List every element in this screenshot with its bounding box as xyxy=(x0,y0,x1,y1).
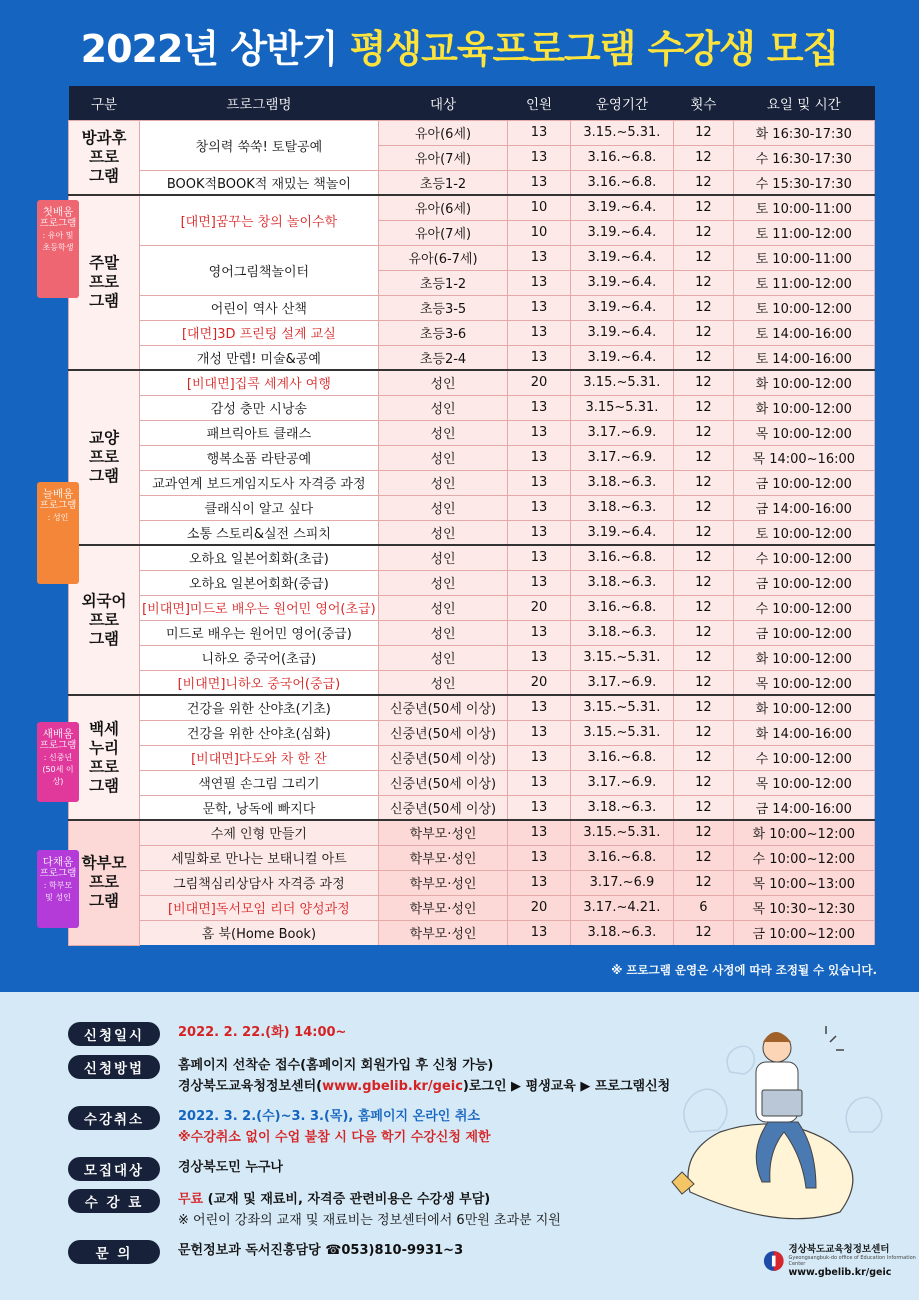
program-name-cell: 교과연계 보드게임지도사 자격증 과정 xyxy=(140,470,379,495)
count-cell: 13 xyxy=(508,845,570,870)
title-highlight: 평생교육프로그램 수강생 모집 xyxy=(349,27,839,71)
side-tab-title: 늘배움 xyxy=(42,488,74,500)
side-tab-l3: : 성인 xyxy=(47,513,69,522)
table-row xyxy=(69,570,875,595)
program-name-cell: BOOK적BOOK적 재밌는 책놀이 xyxy=(140,170,379,195)
count-cell: 13 xyxy=(508,695,570,720)
target-cell: 유아(6세) xyxy=(378,195,508,220)
schedule-cell: 목 10:00-12:00 xyxy=(733,420,874,445)
times-cell: 12 xyxy=(674,545,733,570)
count-cell: 13 xyxy=(508,495,570,520)
count-cell: 13 xyxy=(508,570,570,595)
logo-name: 경상북도교육청정보센터 xyxy=(788,1244,890,1255)
period-cell: 3.19.~6.4. xyxy=(570,195,674,220)
target-cell: 성인 xyxy=(378,370,508,395)
times-cell: 12 xyxy=(674,595,733,620)
count-cell: 13 xyxy=(508,170,570,195)
program-name-cell: 창의력 쑥쑥! 토탈공예 xyxy=(140,120,379,170)
target-cell: 신중년(50세 이상) xyxy=(378,720,508,745)
schedule-cell: 토 11:00-12:00 xyxy=(733,270,874,295)
table-row xyxy=(69,170,875,195)
table-row xyxy=(69,545,875,570)
target-cell: 성인 xyxy=(378,645,508,670)
period-cell: 3.18.~6.3. xyxy=(570,620,674,645)
side-tab-l4: 초등학생 xyxy=(42,243,74,252)
times-cell: 12 xyxy=(674,295,733,320)
program-name-cell: 영어그림책놀이터 xyxy=(140,245,379,295)
schedule-cell: 화 10:00~12:00 xyxy=(733,820,874,845)
program-name-cell: [비대면]미드로 배우는 원어민 영어(초급) xyxy=(140,595,379,620)
category-cell: 학부모 프로 그램 xyxy=(69,820,140,945)
count-cell: 13 xyxy=(508,145,570,170)
program-name-cell: 어린이 역사 산책 xyxy=(140,295,379,320)
target-cell: 학부모·성인 xyxy=(378,870,508,895)
schedule-cell: 화 10:00-12:00 xyxy=(733,370,874,395)
program-name-cell: [대면]꿈꾸는 창의 놀이수학 xyxy=(140,195,379,245)
times-cell: 12 xyxy=(674,520,733,545)
period-cell: 3.15.~5.31. xyxy=(570,820,674,845)
count-cell: 20 xyxy=(508,370,570,395)
target-cell: 성인 xyxy=(378,395,508,420)
period-cell: 3.17.~6.9. xyxy=(570,770,674,795)
fee-line2: ※ 어린이 강좌의 교재 및 재료비는 정보센터에서 6만원 초과분 지원 xyxy=(178,1213,561,1228)
schedule-cell: 수 15:30-17:30 xyxy=(733,170,874,195)
count-cell: 20 xyxy=(508,595,570,620)
side-tab xyxy=(37,200,79,298)
side-tab-l4: (50세 이상) xyxy=(42,765,74,786)
schedule-cell: 토 10:00-11:00 xyxy=(733,245,874,270)
schedule-cell: 목 10:00~13:00 xyxy=(733,870,874,895)
count-cell: 13 xyxy=(508,320,570,345)
times-cell: 12 xyxy=(674,495,733,520)
count-cell: 13 xyxy=(508,920,570,945)
target-cell: 성인 xyxy=(378,495,508,520)
program-name-cell: 문학, 낭독에 빠지다 xyxy=(140,795,379,820)
program-name-cell: 오하요 일본어회화(초급) xyxy=(140,545,379,570)
period-cell: 3.15~5.31. xyxy=(570,395,674,420)
period-cell: 3.15.~5.31. xyxy=(570,645,674,670)
period-cell: 3.16.~6.8. xyxy=(570,845,674,870)
target-cell: 초등1-2 xyxy=(378,170,508,195)
period-cell: 3.18.~6.3. xyxy=(570,495,674,520)
schedule-cell: 금 14:00-16:00 xyxy=(733,795,874,820)
period-cell: 3.19.~6.4. xyxy=(570,520,674,545)
side-tab-l3: : 유아 및 xyxy=(42,231,74,240)
target-label: 모집대상 xyxy=(68,1157,160,1181)
count-cell: 13 xyxy=(508,620,570,645)
period-cell: 3.17.~6.9. xyxy=(570,420,674,445)
table-row xyxy=(69,720,875,745)
table-row xyxy=(69,420,875,445)
category-cell: 교양 프로 그램 xyxy=(69,370,140,545)
count-cell: 13 xyxy=(508,745,570,770)
times-cell: 12 xyxy=(674,395,733,420)
period-cell: 3.19.~6.4. xyxy=(570,320,674,345)
schedule-cell: 화 16:30-17:30 xyxy=(733,120,874,145)
apply-method-line1: 홈페이지 선착순 접수(홈페이지 회원가입 후 신청 가능) xyxy=(178,1058,494,1073)
table-row xyxy=(69,870,875,895)
table-row xyxy=(69,345,875,370)
schedule-cell: 수 10:00-12:00 xyxy=(733,595,874,620)
program-name-cell: 감성 충만 시낭송 xyxy=(140,395,379,420)
target-cell: 성인 xyxy=(378,445,508,470)
period-cell: 3.15.~5.31. xyxy=(570,370,674,395)
times-cell: 12 xyxy=(674,220,733,245)
header-cell: 구분 xyxy=(69,86,140,120)
count-cell: 13 xyxy=(508,295,570,320)
program-name-cell: 수제 인형 만들기 xyxy=(140,820,379,845)
cancel-label: 수강취소 xyxy=(68,1106,160,1130)
program-name-cell: 소통 스토리&실전 스피치 xyxy=(140,520,379,545)
schedule-cell: 토 14:00-16:00 xyxy=(733,320,874,345)
times-cell: 12 xyxy=(674,620,733,645)
table-row xyxy=(69,595,875,620)
target-cell: 유아(6-7세) xyxy=(378,245,508,270)
times-cell: 12 xyxy=(674,245,733,270)
side-tab xyxy=(37,722,79,802)
program-name-cell: 세밀화로 만나는 보태니컬 아트 xyxy=(140,845,379,870)
table-row xyxy=(69,920,875,945)
table-row xyxy=(69,845,875,870)
schedule-cell: 수 10:00~12:00 xyxy=(733,845,874,870)
period-cell: 3.16.~6.8. xyxy=(570,595,674,620)
target-cell: 성인 xyxy=(378,670,508,695)
times-cell: 12 xyxy=(674,845,733,870)
apply-method-label: 신청방법 xyxy=(68,1055,160,1079)
apply-date-text: 2022. 2. 22.(화) 14:00~ xyxy=(178,1025,347,1040)
schedule-cell: 목 10:00-12:00 xyxy=(733,770,874,795)
schedule-cell: 금 14:00-16:00 xyxy=(733,495,874,520)
table-row xyxy=(69,320,875,345)
target-cell: 성인 xyxy=(378,545,508,570)
times-cell: 12 xyxy=(674,695,733,720)
times-cell: 12 xyxy=(674,195,733,220)
table-row xyxy=(69,770,875,795)
target-cell: 유아(6세) xyxy=(378,120,508,145)
count-cell: 13 xyxy=(508,445,570,470)
schedule-cell: 화 10:00-12:00 xyxy=(733,695,874,720)
table-row xyxy=(69,395,875,420)
count-cell: 13 xyxy=(508,270,570,295)
schedule-cell: 목 10:00-12:00 xyxy=(733,670,874,695)
apply-method-line2b: )로그인 ▶ 평생교육 ▶ 프로그램신청 xyxy=(462,1079,671,1094)
schedule-cell: 토 14:00-16:00 xyxy=(733,345,874,370)
target-text: 경상북도민 누구나 xyxy=(178,1160,283,1175)
program-name-cell: [비대면]집콕 세계사 여행 xyxy=(140,370,379,395)
schedule-cell: 수 10:00-12:00 xyxy=(733,545,874,570)
side-tab-l2: 프로그램 xyxy=(39,740,77,751)
table-row xyxy=(69,295,875,320)
program-name-cell: 미드로 배우는 원어민 영어(중급) xyxy=(140,620,379,645)
times-cell: 12 xyxy=(674,670,733,695)
person-on-lightbulb-illustration xyxy=(660,1012,900,1222)
target-cell: 신중년(50세 이상) xyxy=(378,795,508,820)
program-name-cell: 오하요 일본어회화(중급) xyxy=(140,570,379,595)
logo-url: www.gbelib.kr/geic xyxy=(788,1267,892,1278)
count-cell: 13 xyxy=(508,470,570,495)
program-name-cell: 건강을 위한 산야초(기초) xyxy=(140,695,379,720)
target-cell: 학부모·성인 xyxy=(378,845,508,870)
schedule-cell: 토 11:00-12:00 xyxy=(733,220,874,245)
period-cell: 3.19.~6.4. xyxy=(570,345,674,370)
target-cell: 성인 xyxy=(378,470,508,495)
schedule-cell: 금 10:00~12:00 xyxy=(733,920,874,945)
count-cell: 13 xyxy=(508,395,570,420)
cancel-line1: 2022. 3. 2.(수)~3. 3.(목), 홈페이지 온라인 취소 xyxy=(178,1109,480,1124)
program-name-cell: [비대면]다도와 차 한 잔 xyxy=(140,745,379,770)
count-cell: 13 xyxy=(508,770,570,795)
program-name-cell: 패브릭아트 클래스 xyxy=(140,420,379,445)
count-cell: 13 xyxy=(508,345,570,370)
category-cell: 주말 프로 그램 xyxy=(69,195,140,370)
logo-eng: Gyeongsangbuk-do office of Education Information Center xyxy=(788,1255,916,1267)
count-cell: 10 xyxy=(508,220,570,245)
fee-free: 무료 xyxy=(178,1192,204,1207)
count-cell: 13 xyxy=(508,420,570,445)
schedule-cell: 수 16:30-17:30 xyxy=(733,145,874,170)
target-cell: 신중년(50세 이상) xyxy=(378,695,508,720)
period-cell: 3.19.~6.4. xyxy=(570,220,674,245)
period-cell: 3.15.~5.31. xyxy=(570,695,674,720)
count-cell: 13 xyxy=(508,870,570,895)
table-row xyxy=(69,370,875,395)
target-cell: 성인 xyxy=(378,520,508,545)
times-cell: 12 xyxy=(674,270,733,295)
program-name-cell: 건강을 위한 산야초(심화) xyxy=(140,720,379,745)
target-cell: 신중년(50세 이상) xyxy=(378,745,508,770)
target-cell: 초등3-5 xyxy=(378,295,508,320)
apply-date-row xyxy=(68,1022,346,1046)
target-row xyxy=(68,1157,283,1181)
program-name-cell: 그림책심리상담사 자격증 과정 xyxy=(140,870,379,895)
table-row xyxy=(69,670,875,695)
count-cell: 13 xyxy=(508,645,570,670)
times-cell: 12 xyxy=(674,345,733,370)
logo-icon xyxy=(763,1249,784,1273)
schedule-cell: 토 10:00-12:00 xyxy=(733,295,874,320)
table-header xyxy=(69,86,875,120)
header-cell: 요일 및 시간 xyxy=(733,86,874,120)
target-cell: 유아(7세) xyxy=(378,220,508,245)
period-cell: 3.19.~6.4. xyxy=(570,245,674,270)
table-row xyxy=(69,620,875,645)
count-cell: 13 xyxy=(508,545,570,570)
count-cell: 20 xyxy=(508,895,570,920)
period-cell: 3.17.~6.9. xyxy=(570,670,674,695)
period-cell: 3.18.~6.3. xyxy=(570,570,674,595)
target-cell: 학부모·성인 xyxy=(378,920,508,945)
target-cell: 신중년(50세 이상) xyxy=(378,770,508,795)
count-cell: 13 xyxy=(508,795,570,820)
period-cell: 3.16.~6.8. xyxy=(570,545,674,570)
table-row xyxy=(69,445,875,470)
table-row xyxy=(69,795,875,820)
count-cell: 20 xyxy=(508,670,570,695)
times-cell: 12 xyxy=(674,470,733,495)
schedule-cell: 목 14:00~16:00 xyxy=(733,445,874,470)
category-cell: 방과후 프로 그램 xyxy=(69,120,140,195)
period-cell: 3.15.~5.31. xyxy=(570,720,674,745)
target-cell: 성인 xyxy=(378,570,508,595)
contact-text: 문헌정보과 독서진흥담당 ☎053)810-9931~3 xyxy=(178,1243,464,1258)
times-cell: 12 xyxy=(674,720,733,745)
table-row xyxy=(69,195,875,220)
header-cell: 횟수 xyxy=(674,86,733,120)
table-row xyxy=(69,520,875,545)
schedule-cell: 목 10:30~12:30 xyxy=(733,895,874,920)
period-cell: 3.19.~6.4. xyxy=(570,270,674,295)
count-cell: 13 xyxy=(508,820,570,845)
table-row xyxy=(69,745,875,770)
program-name-cell: [대면]3D 프린팅 설계 교실 xyxy=(140,320,379,345)
header-cell: 운영기간 xyxy=(570,86,674,120)
table-row xyxy=(69,495,875,520)
fee-line1: (교재 및 재료비, 자격증 관련비용은 수강생 부담) xyxy=(203,1192,491,1207)
website-link[interactable]: www.gbelib.kr/geic xyxy=(322,1079,463,1094)
times-cell: 6 xyxy=(674,895,733,920)
times-cell: 12 xyxy=(674,870,733,895)
target-cell: 학부모·성인 xyxy=(378,895,508,920)
times-cell: 12 xyxy=(674,745,733,770)
table-row xyxy=(69,245,875,270)
side-tab xyxy=(37,850,79,928)
schedule-cell: 토 10:00-12:00 xyxy=(733,520,874,545)
period-cell: 3.19.~6.4. xyxy=(570,295,674,320)
times-cell: 12 xyxy=(674,120,733,145)
period-cell: 3.16.~6.8. xyxy=(570,170,674,195)
page-title xyxy=(0,18,919,73)
program-name-cell: 개성 만렙! 미술&공예 xyxy=(140,345,379,370)
schedule-cell: 금 10:00-12:00 xyxy=(733,470,874,495)
table-row xyxy=(69,695,875,720)
category-cell: 백세 누리 프로 그램 xyxy=(69,695,140,820)
side-tab-l2: 프로그램 xyxy=(39,500,77,511)
header-cell: 프로그램명 xyxy=(140,86,379,120)
side-tab-title: 새배움 xyxy=(42,728,74,740)
category-cell: 외국어 프로 그램 xyxy=(69,545,140,695)
side-tab-title: 첫배움 xyxy=(42,206,74,218)
side-tab-l2: 프로그램 xyxy=(39,218,77,229)
schedule-cell: 수 10:00-12:00 xyxy=(733,745,874,770)
program-name-cell: [비대면]니하오 중국어(중급) xyxy=(140,670,379,695)
times-cell: 12 xyxy=(674,920,733,945)
period-cell: 3.17.~6.9. xyxy=(570,445,674,470)
header-cell: 인원 xyxy=(508,86,570,120)
side-tab-l3: : 학부모 xyxy=(43,881,73,890)
apply-method-line2a: 경상북도교육청정보센터( xyxy=(178,1079,323,1094)
times-cell: 12 xyxy=(674,820,733,845)
table-row xyxy=(69,470,875,495)
program-name-cell: 홈 북(Home Book) xyxy=(140,920,379,945)
fee-label: 수 강 료 xyxy=(68,1189,160,1213)
table-row xyxy=(69,820,875,845)
count-cell: 13 xyxy=(508,520,570,545)
fee-row xyxy=(68,1189,561,1231)
period-cell: 3.15.~5.31. xyxy=(570,120,674,145)
side-tab-l3: : 신중년 xyxy=(43,753,73,762)
period-cell: 3.17.~6.9 xyxy=(570,870,674,895)
logo xyxy=(763,1244,919,1278)
times-cell: 12 xyxy=(674,370,733,395)
schedule-table xyxy=(68,86,875,946)
times-cell: 12 xyxy=(674,420,733,445)
period-cell: 3.18.~6.3. xyxy=(570,920,674,945)
cancel-line2: ※수강취소 없이 수업 불참 시 다음 학기 수강신청 제한 xyxy=(178,1130,491,1145)
schedule-cell: 화 10:00-12:00 xyxy=(733,395,874,420)
times-cell: 12 xyxy=(674,570,733,595)
period-cell: 3.18.~6.3. xyxy=(570,795,674,820)
cancel-row xyxy=(68,1106,491,1148)
title-prefix: 2022년 상반기 xyxy=(80,27,338,71)
times-cell: 12 xyxy=(674,645,733,670)
table-row xyxy=(69,645,875,670)
contact-label: 문 의 xyxy=(68,1240,160,1264)
apply-date-label: 신청일시 xyxy=(68,1022,160,1046)
side-tab-l4: 및 성인 xyxy=(45,893,71,902)
table-row xyxy=(69,120,875,145)
header-cell: 대상 xyxy=(378,86,508,120)
times-cell: 12 xyxy=(674,320,733,345)
table-row xyxy=(69,895,875,920)
times-cell: 12 xyxy=(674,445,733,470)
program-name-cell: 클래식이 알고 싶다 xyxy=(140,495,379,520)
times-cell: 12 xyxy=(674,145,733,170)
target-cell: 초등1-2 xyxy=(378,270,508,295)
target-cell: 초등3-6 xyxy=(378,320,508,345)
times-cell: 12 xyxy=(674,170,733,195)
notice-text: ※ 프로그램 운영은 사정에 따라 조정될 수 있습니다. xyxy=(611,963,877,977)
count-cell: 13 xyxy=(508,120,570,145)
program-name-cell: 니하오 중국어(초급) xyxy=(140,645,379,670)
period-cell: 3.16.~6.8. xyxy=(570,745,674,770)
contact-row xyxy=(68,1240,463,1264)
times-cell: 12 xyxy=(674,795,733,820)
side-tab-l2: 프로그램 xyxy=(39,868,77,879)
schedule-cell: 금 10:00-12:00 xyxy=(733,570,874,595)
period-cell: 3.18.~6.3. xyxy=(570,470,674,495)
count-cell: 13 xyxy=(508,245,570,270)
target-cell: 성인 xyxy=(378,420,508,445)
program-name-cell: [비대면]독서모임 리더 양성과정 xyxy=(140,895,379,920)
target-cell: 유아(7세) xyxy=(378,145,508,170)
target-cell: 학부모·성인 xyxy=(378,820,508,845)
target-cell: 성인 xyxy=(378,595,508,620)
period-cell: 3.16.~6.8. xyxy=(570,145,674,170)
times-cell: 12 xyxy=(674,770,733,795)
count-cell: 10 xyxy=(508,195,570,220)
apply-method-row xyxy=(68,1055,670,1097)
side-tab xyxy=(37,482,79,584)
program-name-cell: 색연필 손그림 그리기 xyxy=(140,770,379,795)
schedule-cell: 토 10:00-11:00 xyxy=(733,195,874,220)
schedule-cell: 화 14:00-16:00 xyxy=(733,720,874,745)
schedule-cell: 금 10:00-12:00 xyxy=(733,620,874,645)
target-cell: 성인 xyxy=(378,620,508,645)
target-cell: 초등2-4 xyxy=(378,345,508,370)
count-cell: 13 xyxy=(508,720,570,745)
side-tab-title: 다채움 xyxy=(42,856,74,868)
schedule-cell: 화 10:00-12:00 xyxy=(733,645,874,670)
program-name-cell: 행복소품 라탄공예 xyxy=(140,445,379,470)
period-cell: 3.17.~4.21. xyxy=(570,895,674,920)
